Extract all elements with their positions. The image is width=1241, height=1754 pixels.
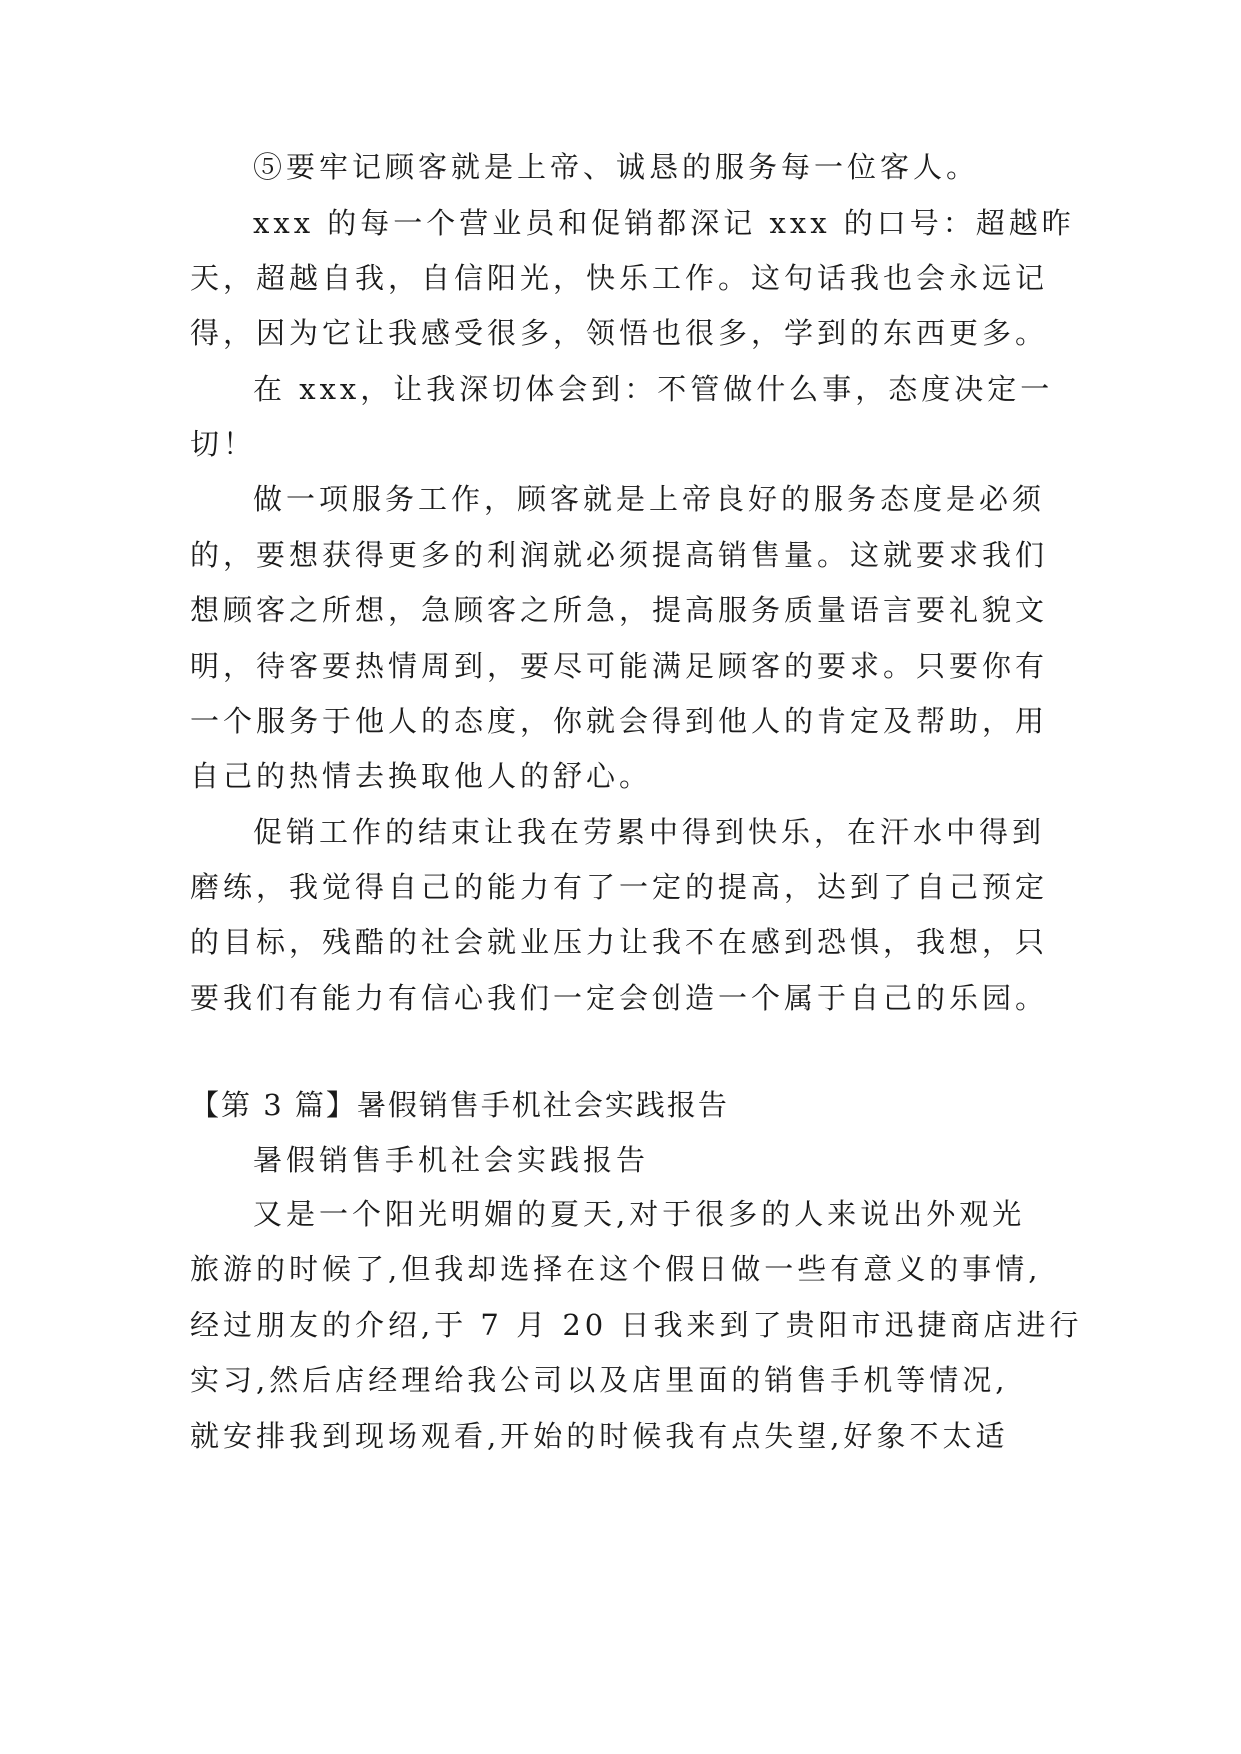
section-title: 暑假销售手机社会实践报告 [253, 1143, 650, 1177]
text-line: xxx 的每一个营业员和促销都深记 xxx 的口号：超越昨 [253, 206, 1075, 240]
text-line: 做一项服务工作，顾客就是上帝良好的服务态度是必须 [253, 482, 1046, 516]
text-line: 想顾客之所想，急顾客之所急，提高服务质量语言要礼貌文 [190, 593, 1049, 627]
text-line: 又是一个阳光明媚的夏天,对于很多的人来说出外观光 [253, 1197, 1026, 1231]
text-line: 得，因为它让我感受很多，领悟也很多，学到的东西更多。 [190, 316, 1049, 350]
text-line: ⑤要牢记顾客就是上帝、诚恳的服务每一位客人。 [253, 150, 980, 184]
text-line: 切！ [190, 427, 257, 461]
text-line: 明，待客要热情周到，要尽可能满足顾客的要求。只要你有 [190, 649, 1049, 683]
section-heading: 【第 3 篇】暑假销售手机社会实践报告 [190, 1088, 729, 1122]
text-line: 促销工作的结束让我在劳累中得到快乐，在汗水中得到 [253, 815, 1046, 849]
text-line: 就安排我到现场观看,开始的时候我有点失望,好象不太适 [190, 1419, 1009, 1453]
text-line: 的，要想获得更多的利润就必须提高销售量。这就要求我们 [190, 538, 1049, 572]
text-line: 一个服务于他人的态度，你就会得到他人的肯定及帮助，用 [190, 704, 1049, 738]
text-line: 的目标，残酷的社会就业压力让我不在感到恐惧，我想，只 [190, 925, 1049, 959]
text-line: 自己的热情去换取他人的舒心。 [190, 759, 653, 793]
text-line: 经过朋友的介绍,于 7 月 20 日我来到了贵阳市迅捷商店进行 [190, 1308, 1083, 1342]
text-line: 要我们有能力有信心我们一定会创造一个属于自己的乐园。 [190, 981, 1049, 1015]
text-line: 磨练，我觉得自己的能力有了一定的提高，达到了自己预定 [190, 870, 1049, 904]
text-line: 旅游的时候了,但我却选择在这个假日做一些有意义的事情, [190, 1252, 1042, 1286]
text-line: 在 xxx，让我深切体会到：不管做什么事，态度决定一 [253, 372, 1054, 406]
text-line: 天，超越自我，自信阳光，快乐工作。这句话我也会永远记 [190, 261, 1049, 295]
text-line: 实习,然后店经理给我公司以及店里面的销售手机等情况, [190, 1363, 1009, 1397]
